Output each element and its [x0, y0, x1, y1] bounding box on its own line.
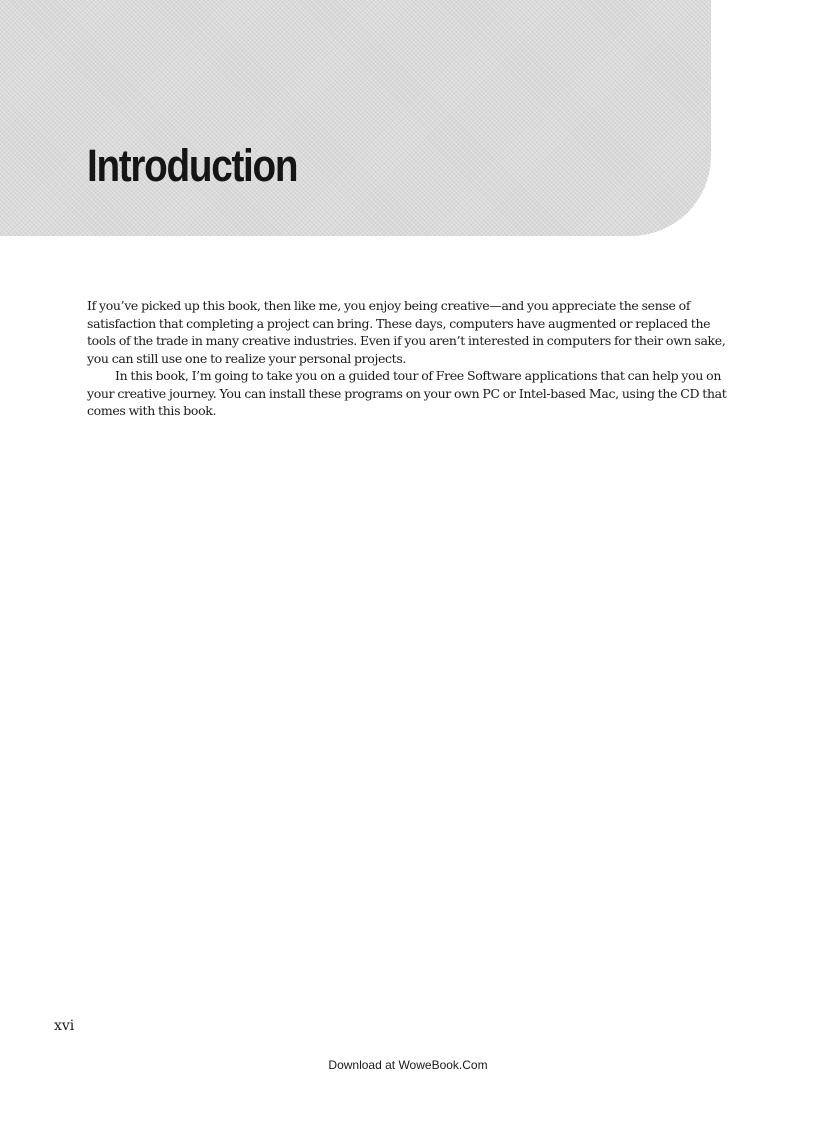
page-number: xvi	[54, 1018, 75, 1034]
body-text	[87, 297, 737, 420]
paragraph-2: In this book, I’m going to take you on a guided tour of Free Software applications that can help you on your creative journey. You can install these programs on your own PC or Intel-based Mac, using the CD that comes with this book.	[87, 368, 727, 418]
paragraph-1: If you’ve picked up this book, then like me, you enjoy being creative—and you appreciate the sense of satisfaction that completing a project can bring. These days, computers have augmented or replaced the tools of the trade in many creative industries. Even if you aren’t interested in computers for their own sake, you can still use one to realize your personal projects.	[87, 298, 726, 366]
chapter-banner	[0, 0, 711, 236]
footer-watermark: Download at WoweBook.Com	[328, 1058, 488, 1072]
chapter-title: Introduction	[87, 140, 298, 191]
